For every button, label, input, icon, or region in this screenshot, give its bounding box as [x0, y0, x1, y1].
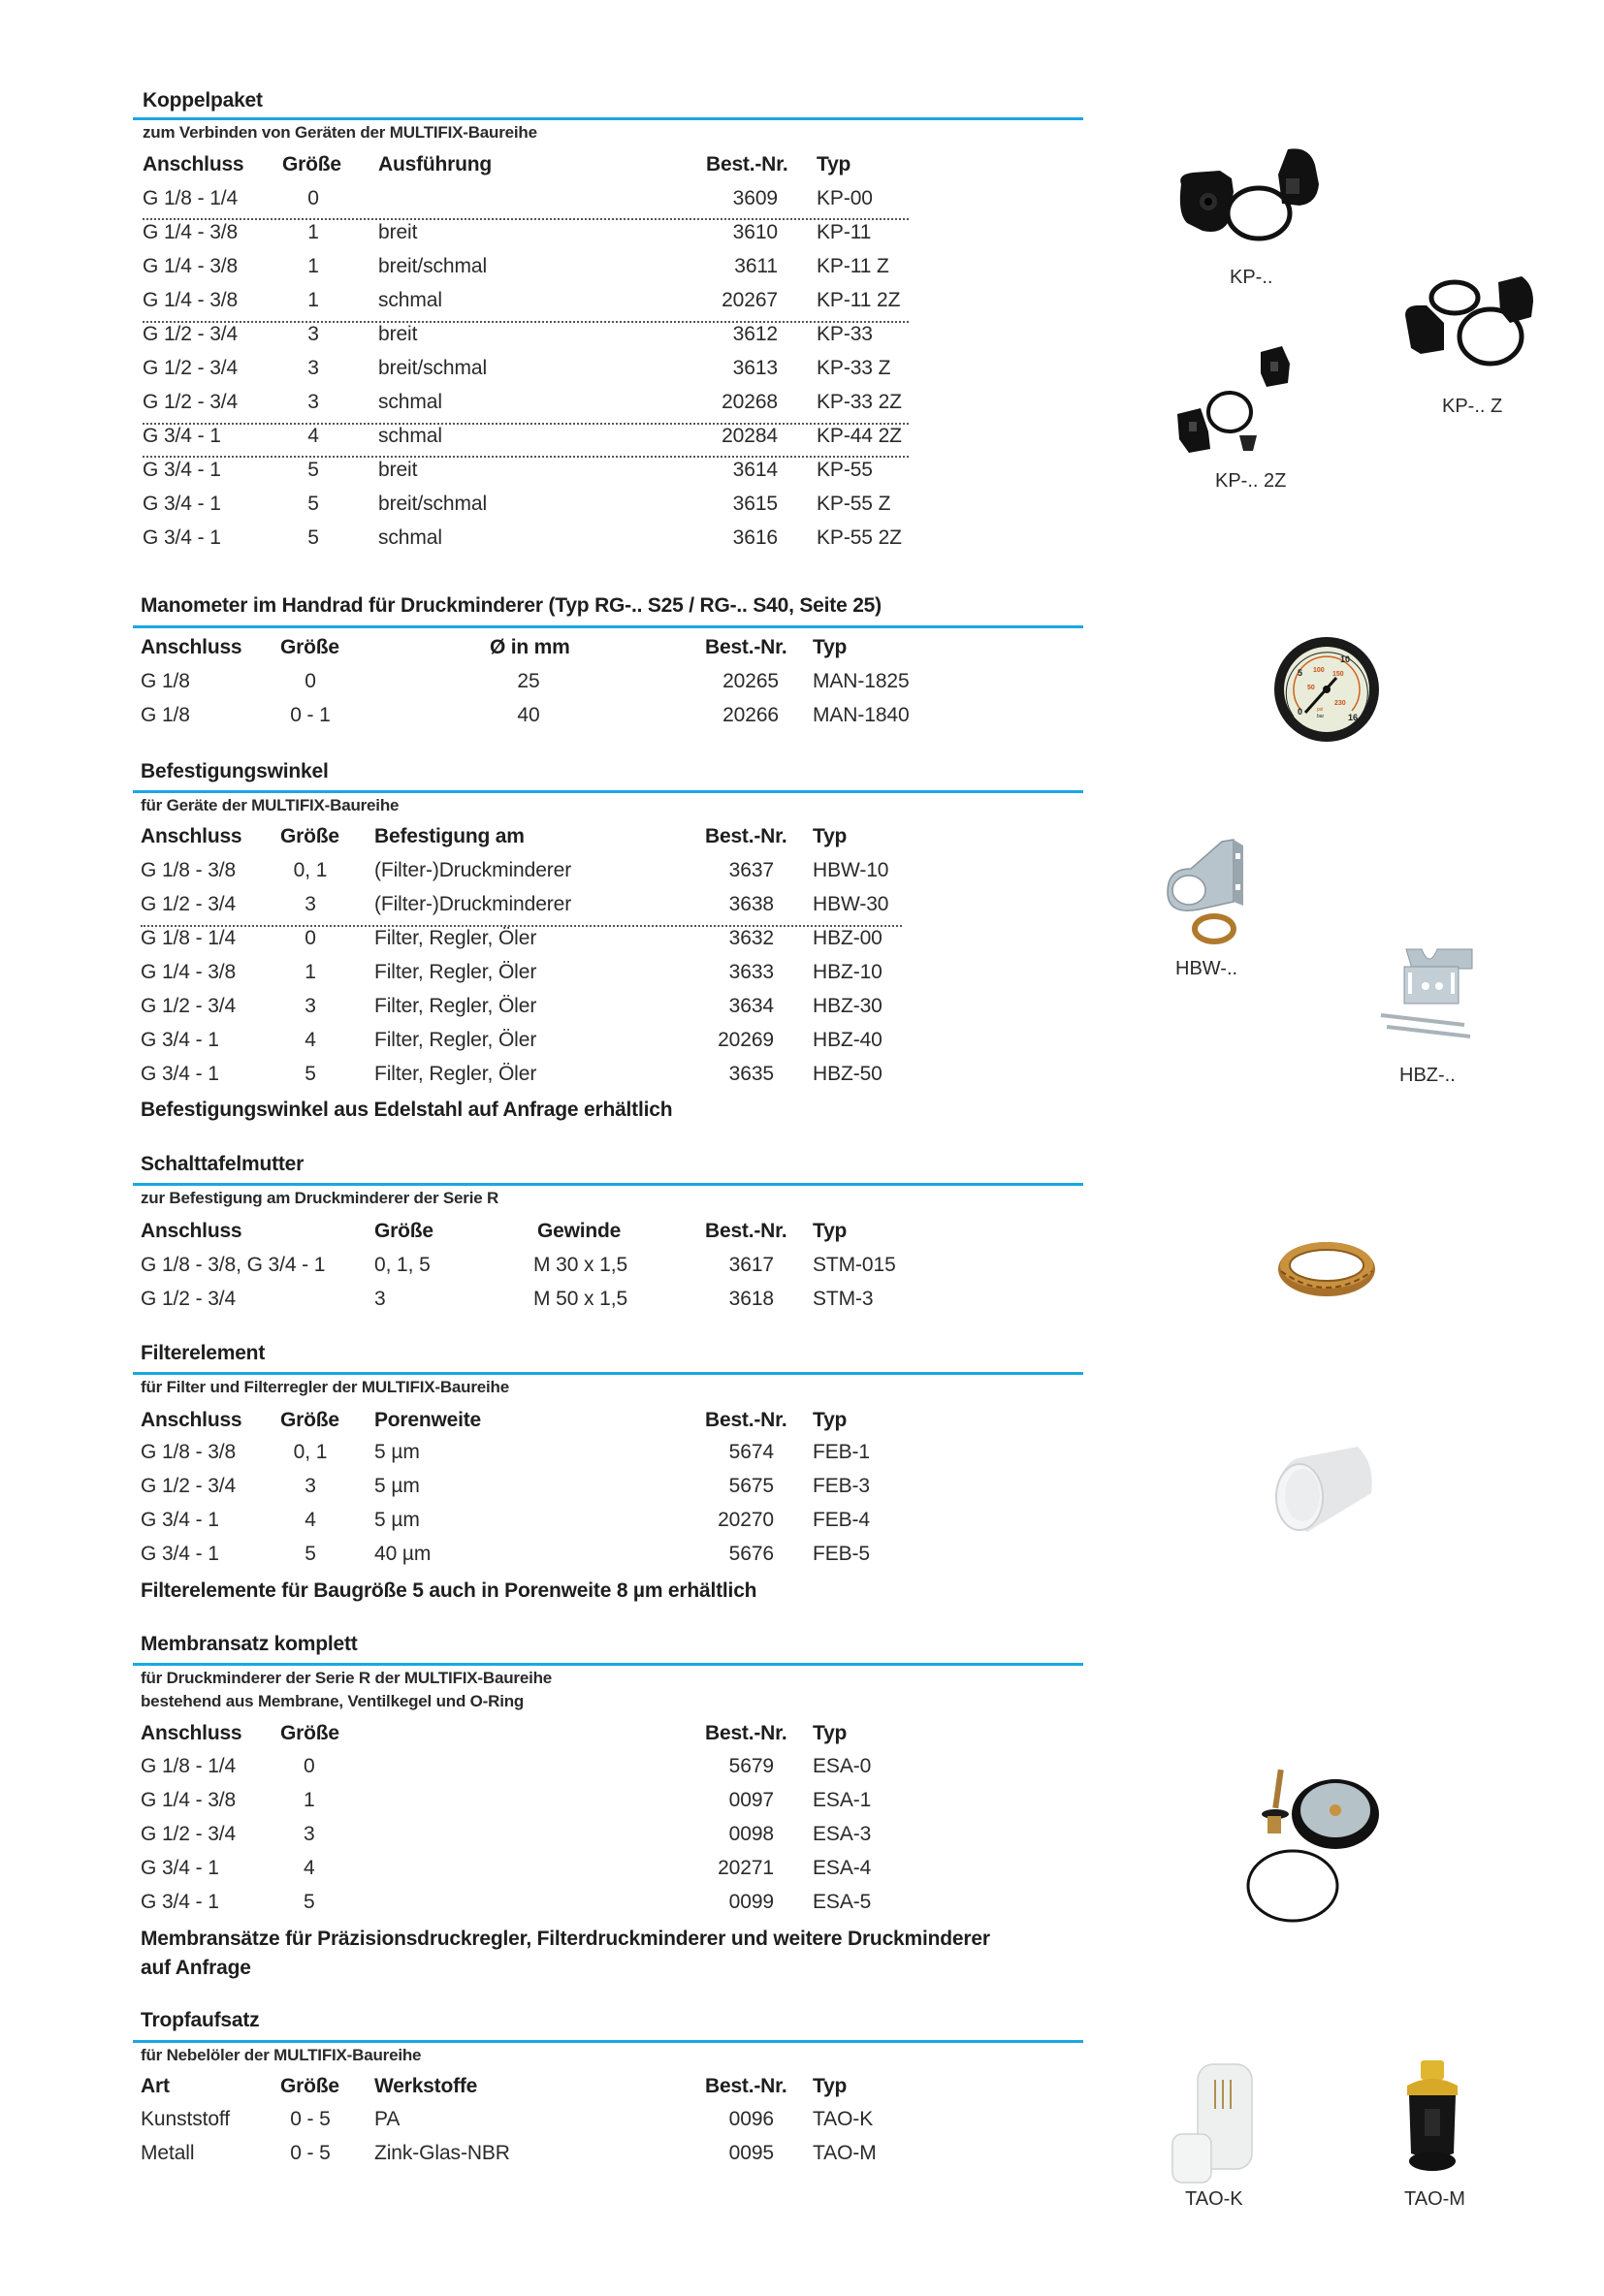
- cell-bestnr: 3615: [732, 493, 778, 515]
- cell-groesse: 0, 1: [293, 1441, 328, 1463]
- cell-anschluss: G 3/4 - 1: [143, 459, 221, 481]
- section-title: Manometer im Handrad für Druckminderer (Typ RG-.. S25 / RG-.. S40, Seite 25): [141, 594, 882, 617]
- column-header-groesse: Größe: [374, 1220, 433, 1242]
- cell-bestnr: 0098: [728, 1823, 774, 1845]
- cell-groesse: 3: [305, 893, 316, 915]
- image-caption: KP-.. 2Z: [1215, 470, 1287, 492]
- column-header-bestnr: Best.-Nr.: [705, 1220, 787, 1242]
- section-subtitle: für Druckminderer der Serie R der MULTIFIX-Baureihe: [141, 1669, 553, 1687]
- column-header-werkstoffe: Werkstoffe: [374, 2075, 478, 2097]
- cell-porenweite: 5 µm: [374, 1509, 420, 1531]
- column-header-groesse: Größe: [282, 153, 341, 175]
- cell-durchmesser: 25: [517, 670, 540, 692]
- cell-bestnr: 20265: [722, 670, 779, 692]
- column-header-anschluss: Anschluss: [141, 636, 242, 658]
- column-header-anschluss: Anschluss: [141, 1722, 242, 1744]
- cell-anschluss: G 3/4 - 1: [141, 1509, 219, 1531]
- cell-typ: HBZ-40: [813, 1029, 882, 1051]
- cell-bestnr: 0099: [728, 1891, 774, 1913]
- cell-groesse: 0, 1: [293, 859, 328, 881]
- cell-bestnr: 3635: [728, 1063, 774, 1085]
- cell-bestnr: 3614: [732, 459, 778, 481]
- column-header-bestnr: Best.-Nr.: [705, 825, 787, 847]
- cell-typ: MAN-1825: [813, 670, 910, 692]
- cell-typ: HBW-30: [813, 893, 889, 915]
- cell-anschluss: G 1/8: [141, 704, 190, 726]
- cell-groesse: 1: [304, 1789, 315, 1811]
- section-note: Filterelemente für Baugröße 5 auch in Porenweite 8 µm erhältlich: [141, 1579, 757, 1602]
- column-header-anschluss: Anschluss: [141, 1220, 242, 1242]
- column-header-bestnr: Best.-Nr.: [705, 1409, 787, 1431]
- cell-typ: KP-33: [817, 323, 873, 345]
- mounting-bracket-hbz-image: [1377, 945, 1484, 1052]
- cell-anschluss: G 1/8: [141, 670, 190, 692]
- column-header-groesse: Größe: [280, 825, 339, 847]
- section-note: Membransätze für Präzisionsdruckregler, Filterdruckminderer und weitere Druckminderer: [141, 1928, 990, 1950]
- svg-text:bar: bar: [1317, 714, 1325, 719]
- cell-befestigung: (Filter-)Druckminderer: [374, 893, 572, 915]
- cell-anschluss: G 1/8 - 1/4: [141, 1755, 237, 1777]
- cell-werkstoffe: Zink-Glas-NBR: [374, 2142, 510, 2164]
- section-subtitle: zum Verbinden von Geräten der MULTIFIX-Baureihe: [143, 123, 537, 142]
- image-caption: HBW-..: [1175, 958, 1238, 979]
- cell-typ: STM-015: [813, 1254, 896, 1276]
- column-header-typ: Typ: [813, 1722, 848, 1744]
- cell-anschluss: G 1/8 - 1/4: [141, 927, 237, 949]
- cell-groesse: 0: [307, 187, 319, 209]
- cell-bestnr: 3611: [734, 255, 778, 277]
- mounting-bracket-hbw-image: [1164, 834, 1270, 950]
- cell-typ: ESA-5: [813, 1891, 872, 1913]
- cell-groesse: 5: [305, 1063, 316, 1085]
- cell-anschluss: G 3/4 - 1: [143, 526, 221, 549]
- cell-typ: HBZ-30: [813, 995, 882, 1017]
- cell-groesse: 1: [305, 961, 316, 983]
- cell-porenweite: 5 µm: [374, 1475, 420, 1497]
- cell-typ: MAN-1840: [813, 704, 910, 726]
- cell-art: Metall: [141, 2142, 195, 2164]
- cell-bestnr: 3609: [732, 187, 778, 209]
- cell-groesse: 3: [307, 357, 319, 379]
- cell-anschluss: G 3/4 - 1: [141, 1029, 219, 1051]
- section-title: Befestigungswinkel: [141, 760, 329, 782]
- cell-bestnr: 20270: [718, 1509, 774, 1531]
- column-header-typ: Typ: [813, 2075, 848, 2097]
- membrane-kit-image: [1246, 1770, 1416, 1925]
- cell-bestnr: 20269: [718, 1029, 774, 1051]
- cell-anschluss: G 3/4 - 1: [143, 493, 221, 515]
- cell-befestigung: Filter, Regler, Öler: [374, 927, 537, 949]
- cell-ausfuehrung: breit/schmal: [378, 357, 488, 379]
- cell-bestnr: 3638: [728, 893, 774, 915]
- svg-text:50: 50: [1307, 685, 1315, 691]
- cell-anschluss: G 3/4 - 1: [141, 1543, 219, 1565]
- section-note: Befestigungswinkel aus Edelstahl auf Anfrage erhältlich: [141, 1099, 673, 1121]
- cell-anschluss: G 1/8 - 3/8: [141, 1441, 237, 1463]
- cell-bestnr: 3617: [728, 1254, 774, 1276]
- cell-porenweite: 40 µm: [374, 1543, 432, 1565]
- cell-anschluss: G 1/8 - 1/4: [143, 187, 239, 209]
- cell-anschluss: G 1/2 - 3/4: [141, 1823, 237, 1845]
- cell-bestnr: 20267: [722, 289, 778, 311]
- column-header-anschluss: Anschluss: [141, 1409, 242, 1431]
- section-title: Schalttafelmutter: [141, 1153, 305, 1175]
- cell-groesse: 4: [307, 425, 319, 447]
- cell-anschluss: G 1/4 - 3/8: [141, 1789, 237, 1811]
- image-caption: TAO-K: [1185, 2188, 1243, 2210]
- cell-typ: KP-55 2Z: [817, 526, 902, 549]
- cell-porenweite: 5 µm: [374, 1441, 420, 1463]
- column-header-typ: Typ: [817, 153, 851, 175]
- cell-groesse: 0 - 1: [290, 704, 331, 726]
- cell-anschluss: G 1/4 - 3/8: [141, 961, 237, 983]
- cell-groesse: 4: [304, 1857, 315, 1879]
- cell-bestnr: 5674: [728, 1441, 774, 1463]
- cell-anschluss: G 1/2 - 3/4: [141, 1288, 237, 1310]
- column-header-anschluss: Anschluss: [141, 825, 242, 847]
- cell-groesse: 3: [307, 391, 319, 413]
- cell-befestigung: Filter, Regler, Öler: [374, 995, 537, 1017]
- cell-groesse: 0, 1, 5: [374, 1254, 431, 1276]
- cell-ausfuehrung: breit/schmal: [378, 493, 488, 515]
- cell-anschluss: G 3/4 - 1: [141, 1857, 219, 1879]
- section-divider: [133, 625, 1083, 628]
- cell-anschluss: G 3/4 - 1: [143, 425, 221, 447]
- cell-typ: FEB-3: [813, 1475, 871, 1497]
- section-title: Filterelement: [141, 1342, 266, 1364]
- section-title: Tropfaufsatz: [141, 2009, 260, 2031]
- cell-typ: KP-55: [817, 459, 873, 481]
- cell-ausfuehrung: schmal: [378, 425, 442, 447]
- section-subtitle: für Filter und Filterregler der MULTIFIX-Baureihe: [141, 1378, 509, 1396]
- image-caption: KP-.. Z: [1442, 396, 1503, 417]
- column-header-groesse: Größe: [280, 1722, 339, 1744]
- cell-groesse: 3: [374, 1288, 386, 1310]
- column-header-durchmesser: Ø in mm: [490, 636, 570, 658]
- cell-anschluss: G 1/8 - 3/8, G 3/4 - 1: [141, 1254, 326, 1276]
- cell-typ: FEB-5: [813, 1543, 871, 1565]
- cell-anschluss: G 1/4 - 3/8: [143, 289, 239, 311]
- cell-groesse: 5: [307, 493, 319, 515]
- cell-anschluss: G 1/2 - 3/4: [143, 391, 239, 413]
- coupling-kit-kp-image: [1173, 145, 1338, 262]
- cell-anschluss: G 1/2 - 3/4: [143, 323, 239, 345]
- cell-groesse: 4: [305, 1509, 316, 1531]
- coupling-kit-kp-z-image: [1401, 276, 1542, 383]
- svg-text:150: 150: [1332, 671, 1344, 678]
- cell-bestnr: 5676: [728, 1543, 774, 1565]
- cell-bestnr: 3613: [732, 357, 778, 379]
- cell-anschluss: G 1/4 - 3/8: [143, 221, 239, 243]
- column-header-bestnr: Best.-Nr.: [706, 153, 788, 175]
- cell-anschluss: G 1/2 - 3/4: [141, 995, 237, 1017]
- cell-typ: KP-33 2Z: [817, 391, 902, 413]
- cell-ausfuehrung: schmal: [378, 289, 442, 311]
- cell-ausfuehrung: schmal: [378, 391, 442, 413]
- cell-befestigung: Filter, Regler, Öler: [374, 961, 537, 983]
- cell-anschluss: G 3/4 - 1: [141, 1063, 219, 1085]
- cell-typ: HBZ-10: [813, 961, 882, 983]
- cell-typ: HBZ-00: [813, 927, 882, 949]
- section-divider: [133, 2040, 1083, 2043]
- section-divider: [133, 1663, 1083, 1666]
- cell-bestnr: 20268: [722, 391, 778, 413]
- cell-bestnr: 5675: [728, 1475, 774, 1497]
- cell-typ: STM-3: [813, 1288, 874, 1310]
- column-header-porenweite: Porenweite: [374, 1409, 482, 1431]
- cell-groesse: 5: [307, 526, 319, 549]
- cell-groesse: 3: [305, 1475, 316, 1497]
- cell-typ: HBW-10: [813, 859, 889, 881]
- column-header-typ: Typ: [813, 636, 848, 658]
- svg-text:10: 10: [1340, 654, 1351, 664]
- cell-typ: TAO-K: [813, 2108, 874, 2130]
- panel-nut-image: [1273, 1236, 1380, 1309]
- cell-werkstoffe: PA: [374, 2108, 401, 2130]
- column-header-bestnr: Best.-Nr.: [705, 636, 787, 658]
- cell-bestnr: 0097: [728, 1789, 774, 1811]
- cell-art: Kunststoff: [141, 2108, 231, 2130]
- cell-bestnr: 20266: [722, 704, 779, 726]
- cell-befestigung: (Filter-)Druckminderer: [374, 859, 572, 881]
- cell-ausfuehrung: breit: [378, 459, 418, 481]
- cell-groesse: 1: [307, 221, 319, 243]
- section-subtitle: zur Befestigung am Druckminderer der Serie R: [141, 1189, 499, 1207]
- cell-groesse: 0: [305, 670, 316, 692]
- image-caption: HBZ-..: [1399, 1065, 1456, 1086]
- cell-typ: ESA-0: [813, 1755, 872, 1777]
- cell-groesse: 1: [307, 255, 319, 277]
- cell-typ: KP-55 Z: [817, 493, 891, 515]
- cell-groesse: 3: [307, 323, 319, 345]
- cell-bestnr: 20271: [718, 1857, 774, 1879]
- cell-typ: HBZ-50: [813, 1063, 882, 1085]
- svg-text:230: 230: [1334, 700, 1346, 707]
- dotted-separator: [143, 218, 909, 220]
- cell-ausfuehrung: schmal: [378, 526, 442, 549]
- cell-anschluss: G 1/4 - 3/8: [143, 255, 239, 277]
- cell-typ: KP-33 Z: [817, 357, 891, 379]
- cell-bestnr: 3610: [732, 221, 778, 243]
- cell-groesse: 0 - 5: [290, 2108, 331, 2130]
- coupling-kit-kp-2z-image: [1173, 344, 1299, 465]
- cell-groesse: 3: [304, 1823, 315, 1845]
- image-caption: TAO-M: [1404, 2188, 1465, 2210]
- cell-bestnr: 0096: [728, 2108, 774, 2130]
- cell-gewinde: M 50 x 1,5: [533, 1288, 628, 1310]
- cell-typ: KP-44 2Z: [817, 425, 902, 447]
- cell-typ: ESA-3: [813, 1823, 872, 1845]
- cell-bestnr: 3632: [728, 927, 774, 949]
- cell-bestnr: 3634: [728, 995, 774, 1017]
- dotted-separator: [143, 321, 909, 323]
- cell-anschluss: G 1/2 - 3/4: [143, 357, 239, 379]
- cell-typ: KP-11 2Z: [817, 289, 901, 311]
- cell-bestnr: 20284: [722, 425, 778, 447]
- column-header-typ: Typ: [813, 1220, 848, 1242]
- cell-typ: KP-00: [817, 187, 873, 209]
- svg-text:0: 0: [1298, 707, 1303, 717]
- cell-gewinde: M 30 x 1,5: [533, 1254, 628, 1276]
- section-divider: [133, 1183, 1083, 1186]
- cell-anschluss: G 1/2 - 3/4: [141, 1475, 237, 1497]
- svg-text:100: 100: [1313, 667, 1325, 674]
- cell-groesse: 0 - 5: [290, 2142, 331, 2164]
- cell-ausfuehrung: breit: [378, 221, 418, 243]
- cell-groesse: 5: [304, 1891, 315, 1913]
- svg-text:psi: psi: [1317, 707, 1324, 713]
- section-subtitle: für Nebelöler der MULTIFIX-Baureihe: [141, 2046, 422, 2064]
- section-subtitle: bestehend aus Membrane, Ventilkegel und O-Ring: [141, 1692, 525, 1710]
- cell-bestnr: 5679: [728, 1755, 774, 1777]
- cell-typ: TAO-M: [813, 2142, 877, 2164]
- cell-bestnr: 3633: [728, 961, 774, 983]
- section-divider: [133, 117, 1083, 120]
- column-header-ausfuehrung: Ausführung: [378, 153, 492, 175]
- column-header-art: Art: [141, 2075, 170, 2097]
- cell-typ: ESA-4: [813, 1857, 872, 1879]
- cell-groesse: 5: [305, 1543, 316, 1565]
- section-subtitle: für Geräte der MULTIFIX-Baureihe: [141, 796, 400, 814]
- cell-ausfuehrung: breit/schmal: [378, 255, 488, 277]
- column-header-typ: Typ: [813, 825, 848, 847]
- cell-typ: KP-11: [817, 221, 872, 243]
- cell-groesse: 0: [305, 927, 316, 949]
- cell-befestigung: Filter, Regler, Öler: [374, 1063, 537, 1085]
- dotted-separator: [143, 456, 909, 458]
- column-header-gewinde: Gewinde: [537, 1220, 622, 1242]
- cell-durchmesser: 40: [517, 704, 540, 726]
- cell-groesse: 0: [304, 1755, 315, 1777]
- cell-bestnr: 3618: [728, 1288, 774, 1310]
- cell-befestigung: Filter, Regler, Öler: [374, 1029, 537, 1051]
- section-divider: [133, 1372, 1083, 1375]
- cell-bestnr: 3616: [732, 526, 778, 549]
- column-header-typ: Typ: [813, 1409, 848, 1431]
- cell-bestnr: 0095: [728, 2142, 774, 2164]
- section-divider: [133, 790, 1083, 793]
- column-header-bestnr: Best.-Nr.: [705, 2075, 787, 2097]
- cell-groesse: 3: [305, 995, 316, 1017]
- cell-anschluss: G 1/8 - 3/8: [141, 859, 237, 881]
- cell-bestnr: 3612: [732, 323, 778, 345]
- cell-anschluss: G 1/2 - 3/4: [141, 893, 237, 915]
- cell-typ: FEB-4: [813, 1509, 871, 1531]
- column-header-befestigung: Befestigung am: [374, 825, 525, 847]
- column-header-groesse: Größe: [280, 2075, 339, 2097]
- cell-groesse: 4: [305, 1029, 316, 1051]
- cell-groesse: 1: [307, 289, 319, 311]
- cell-bestnr: 3637: [728, 859, 774, 881]
- column-header-groesse: Größe: [280, 636, 339, 658]
- section-title: Membransatz komplett: [141, 1633, 358, 1655]
- dotted-separator: [143, 423, 909, 425]
- section-title: Koppelpaket: [143, 89, 263, 112]
- filter-element-image: [1270, 1445, 1377, 1537]
- image-caption: KP-..: [1230, 267, 1273, 288]
- drip-attachment-metal-image: [1401, 2060, 1464, 2177]
- svg-text:5: 5: [1298, 668, 1303, 678]
- column-header-bestnr: Best.-Nr.: [705, 1722, 787, 1744]
- cell-typ: KP-11 Z: [817, 255, 889, 277]
- cell-ausfuehrung: breit: [378, 323, 418, 345]
- column-header-anschluss: Anschluss: [143, 153, 244, 175]
- cell-groesse: 5: [307, 459, 319, 481]
- section-note: auf Anfrage: [141, 1957, 251, 1979]
- cell-typ: FEB-1: [813, 1441, 871, 1463]
- cell-typ: ESA-1: [813, 1789, 872, 1811]
- drip-attachment-plastic-image: [1169, 2060, 1256, 2186]
- svg-text:16: 16: [1348, 713, 1359, 722]
- column-header-groesse: Größe: [280, 1409, 339, 1431]
- cell-anschluss: G 3/4 - 1: [141, 1891, 219, 1913]
- pressure-gauge-image: [1272, 635, 1381, 744]
